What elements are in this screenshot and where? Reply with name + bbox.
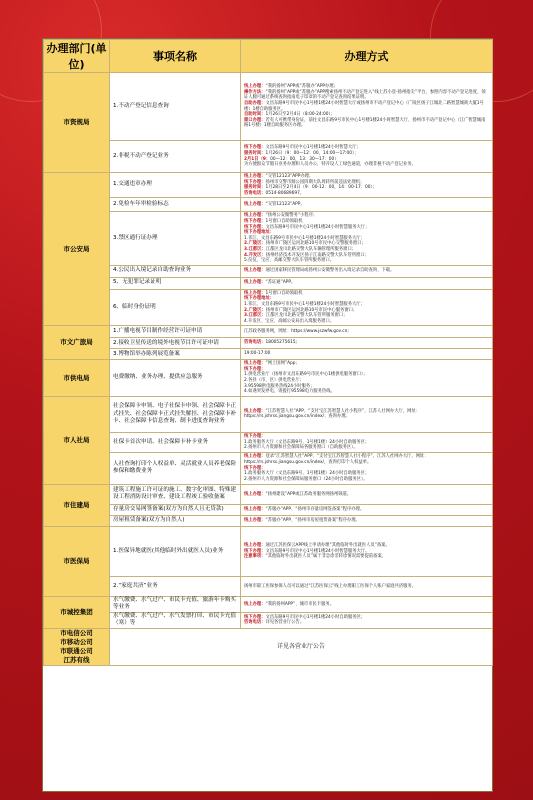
table-row xyxy=(44,141,493,173)
method-label: 线上办理： xyxy=(244,491,266,497)
method-line: 服务时间：1月26日（9：00—12：00，14:00—17:00）； xyxy=(244,150,359,156)
method-cell xyxy=(241,526,493,576)
item-name-cell: 1.医保异地就医(其他临时外出就医人员)业务 xyxy=(110,526,241,576)
item-name-cell: 水气缴费、水气过户、水气发票打印、市民卡充值（寒）等 xyxy=(110,612,241,628)
method-line: 自助办理：文昌东路9号市民中心1号楼1楼24小时智慧大厅或扬州市不动产登记中心（广陵区扬子江城北二路智慧城商大厦1号楼）1楼自助服务区。 xyxy=(244,100,484,112)
method-label: 线下办理： xyxy=(244,179,266,185)
item-name-cell: 房屋租赁备案(双方为自然人) xyxy=(110,515,241,526)
table-row xyxy=(44,326,493,338)
method-line: 2.扬州市人力资源和社会保障局服务窗口（24小时自助服务区）。 xyxy=(244,476,368,482)
table-row xyxy=(44,484,493,504)
method-cell xyxy=(241,277,493,289)
method-cell xyxy=(241,504,493,515)
table-row xyxy=(44,173,493,198)
item-name-cell: 1.交通违章办理 xyxy=(110,173,241,198)
method-cell xyxy=(241,576,493,596)
item-name-cell: 社会保障卡申领、电子社保卡申领、社会保障卡正式挂失、社会保障卡正式挂失解挂、社会保障卡补卡、社会保障卡信息查询、制卡进度查询业务 xyxy=(110,396,241,432)
method-label: 线下办理： xyxy=(244,548,266,554)
table-header-row xyxy=(44,40,493,73)
method-line: 1.邗江、文昌东路9号市民中心1号楼1楼24小时智慧服务大厅； xyxy=(244,235,365,241)
method-line: 线上办理：“网上国网”App； xyxy=(244,361,300,367)
method-line: 线上办理：“扬州公安微警务”小程序； xyxy=(244,213,318,219)
method-line: 线上办理：1号窗口自助领取机 xyxy=(244,290,303,296)
method-label: 线上办理： xyxy=(244,268,266,274)
method-line: 3.95598供电服务热线24小时服务； xyxy=(244,383,315,389)
item-name-cell: 2.非税不动产登记业务 xyxy=(110,141,241,173)
method-cell: 详见各营业厅公告 xyxy=(110,628,493,665)
table-row xyxy=(44,576,493,596)
method-label: 咨询电话： xyxy=(244,620,266,626)
method-cell xyxy=(241,326,493,338)
item-name-cell: 3.博物馆举办陈列展览备案 xyxy=(110,349,241,360)
header-dept: 办理部门(单位) xyxy=(44,40,110,73)
method-cell xyxy=(241,73,493,141)
method-label: 服务时间： xyxy=(244,150,266,156)
item-name-cell: 1.不动产登记信息查询 xyxy=(110,73,241,141)
method-line: 咨询电话：详见各营业厅公告。 xyxy=(244,620,305,626)
method-label: 2.广陵区： xyxy=(244,241,266,247)
method-cell xyxy=(241,396,493,432)
method-line: 1.邗江、文昌东路9号市民中心1号楼1楼24小时智慧服务大厅； xyxy=(244,301,365,307)
method-line: 线下办理：文昌东路9号市民中心1号楼1楼24小时智慧服务大厅。 xyxy=(244,548,370,554)
method-line: 2.扬州市人力资源和社会保障局各服务窗口（自助服务区）。 xyxy=(244,445,358,451)
method-label: 线上办理： xyxy=(244,408,266,414)
method-cell xyxy=(241,212,493,265)
method-cell xyxy=(241,515,493,526)
method-label: 线上办理： xyxy=(244,601,266,607)
header-method: 办理方式 xyxy=(241,40,493,73)
table-row xyxy=(44,432,493,452)
item-name-cell: 2.接收卫星传送的境外电视节目许可证申请 xyxy=(110,338,241,349)
method-label: 线下办理： xyxy=(244,224,266,230)
method-label: 线上办理： xyxy=(244,518,266,524)
method-line: 线上办理：“扬州建设”APP或江苏政务服务网扬州频道。 xyxy=(244,491,352,497)
method-label: 2.广陵区： xyxy=(244,307,266,313)
method-line: 4.开发区、宝应、高邮公安局出入境服务窗口。 xyxy=(244,318,335,324)
table-row xyxy=(44,452,493,484)
method-line: 4.如遇突发停电，请拨打95598电力服务热线。 xyxy=(244,389,335,395)
method-line: 3.江都区：江都区龙川北路交警大队车辆管理所服务窗口； xyxy=(244,246,357,252)
method-line: 线上办理：“我的扬州”APP或“苏服办”APP办理； xyxy=(244,84,338,90)
method-line: 线上办理：通过江苏医保云APP线上申请办理“其他临时外出就医人员”备案。 xyxy=(244,542,390,548)
method-line: 2月1日（9：00—12：00，13：30—17：00） xyxy=(244,156,339,162)
method-label: 自助办理： xyxy=(244,100,266,106)
table-row xyxy=(44,515,493,526)
method-label: 线上办理： xyxy=(244,290,266,296)
method-line: 线上办理：通过国家移民管理局或扬州公安微警务出入境记录自助查询、下载。 xyxy=(244,268,395,274)
dept-cell: 市文广旅局 xyxy=(44,326,110,360)
method-label: 线上办理： xyxy=(244,202,266,208)
method-line: 注意事项：“其他临时外出就医人员”属于非急诊非转诊情况需要提前备案。 xyxy=(244,554,386,560)
table-row xyxy=(44,504,493,515)
method-line: 咨询电话：0514-80689697。 xyxy=(244,190,305,196)
dept-cell: 市医保局 xyxy=(44,526,110,596)
method-label: 窗口办理： xyxy=(244,117,266,123)
method-line: 3.江都区：江都区龙川北路交警大队车管所服务窗口； xyxy=(244,313,348,319)
method-line: 江苏政务服务网，网址：https://www.jszwfw.gov.cn; xyxy=(244,328,349,334)
method-label: 线下办理地址： xyxy=(244,230,275,236)
item-name-cell: 2.免检车年审检验标志 xyxy=(110,198,241,212)
table-row xyxy=(44,265,493,277)
method-line: 线上办理：“江苏智慧人社”APP、“支付宝江苏智慧人社小程序”、江苏人社网办大厅，网址：https://rs.jshrss.jiangsu.gov.cn/index/；查询办理。 xyxy=(244,408,421,420)
dept-cell: 市资规局 xyxy=(44,73,110,173)
service-table-sheet xyxy=(42,38,493,792)
method-line: 线下办理：扬州市交警市源公园四期大队周转所前违法处理机； xyxy=(244,179,365,185)
method-label: 线上办理： xyxy=(244,507,266,513)
method-line: 线上办理：“苏服办”APP、“扬州市房屋租赁备案”程序办理。 xyxy=(244,518,360,524)
method-cell xyxy=(241,141,493,173)
dept-cell: 市人社局 xyxy=(44,396,110,484)
table-row xyxy=(44,526,493,576)
table-row xyxy=(44,73,493,141)
method-line: 咨询电话：18005275615; xyxy=(244,340,298,346)
method-label: 服务时间： xyxy=(244,185,266,191)
method-line: 窗口办理：若有人可携带身份证，前往文昌东路9号市民中心1号楼1楼24小时智慧大厅、扬州市不动产登记中心（江广智慧城南路1号楼）1楼自助服务区办理。 xyxy=(244,117,486,129)
method-cell xyxy=(241,596,493,612)
method-label: 线下办理地址： xyxy=(244,296,275,302)
item-name-cell: 人社查询打印个人权益单、灵活就业人员养老保险参保和缴费业务 xyxy=(110,452,241,484)
method-label: 注意事项： xyxy=(244,554,266,560)
method-line: 2.广陵区：扬州市广陵区运河北路10号市民中心交警服务窗口； xyxy=(244,241,366,247)
item-name-cell: 建筑工程施工许可证的施工、数字化审图、特殊建设工程消防设计审查、建设工程竣工验收备案 xyxy=(110,484,241,504)
method-line: 操作方法：“我的扬州”APP或“苏服办”APP搜索扬州不动产登记进入“线上苏小登-扬州指尖”平台，参照内容不动产登记进度，领证人腿可通过系统查询指南电子印章的不动产登记查询结果证明。 xyxy=(244,89,486,101)
item-name-cell: 3.禁区通行证办理 xyxy=(110,212,241,265)
method-label: 线上办理： xyxy=(244,542,266,548)
table-row xyxy=(44,628,493,665)
table-row xyxy=(44,212,493,265)
item-name-cell: 6、临时身份证明 xyxy=(110,289,241,326)
method-line: 2.广陵区：扬州市广陵区运河北路10号市民中心服务窗口； xyxy=(244,307,358,313)
method-line: 线下办理：文昌东路9号市民中心1号楼1楼24小时智慧服务大厅； xyxy=(244,224,370,230)
table-row xyxy=(44,612,493,628)
method-line: 服务时间：1月28日至2月4日（9：00-12：00，14：00-17：00）； xyxy=(244,185,377,191)
method-line: 1.政务服务大厅（文昌东路9号、1号楼1楼）24小时自助服务区； xyxy=(244,471,370,477)
method-cell xyxy=(241,173,493,198)
method-cell xyxy=(241,484,493,504)
method-line: 线下办理：文昌东路9号市民中心1号楼1楼24小时智慧大厅； xyxy=(244,145,361,151)
table-body xyxy=(44,73,493,666)
method-label: 4.开发区： xyxy=(244,252,266,258)
method-line: 线上办理：“苏服办”APP、“扬州市存量房网签备案”程序办理。 xyxy=(244,507,365,513)
item-name-cell: 1.广播电视节目制作经营许可证申请 xyxy=(110,326,241,338)
item-name-cell: 4.公民出入境记录自助查询业务 xyxy=(110,265,241,277)
dept-cell: 市城控集团 xyxy=(44,596,110,628)
table-row xyxy=(44,289,493,326)
method-label: 线上办理： xyxy=(244,280,266,286)
method-label: 线上办理： xyxy=(244,361,266,367)
table-row xyxy=(44,277,493,289)
table-row xyxy=(44,396,493,432)
method-label: 线上办理： xyxy=(244,454,266,460)
item-name-cell: 电费缴纳、业务办理、提供应急服务 xyxy=(110,360,241,397)
method-label: 线上办理： xyxy=(244,213,266,219)
method-line: 线上办理：登录“江苏智慧人社”APP、“支付宝江苏智慧人社小程序”，江苏人社网办大厅，网址：https://rs.jshrss.jiangsu.gov.cn/index/，查询打印个人权益单。 xyxy=(244,454,429,465)
method-label: 3.江都区： xyxy=(244,246,266,252)
method-cell xyxy=(241,265,493,277)
table-row xyxy=(44,198,493,212)
table-row xyxy=(44,360,493,397)
method-label: 线下办理： xyxy=(244,145,266,151)
method-cell xyxy=(241,198,493,212)
method-cell xyxy=(241,349,493,360)
table-row xyxy=(44,596,493,612)
dept-cell: 市住建局 xyxy=(44,484,110,526)
method-label: 线上办理： xyxy=(244,174,266,179)
method-line: 线上办理：“我的扬州APP”、城市市民卡服务。 xyxy=(244,601,334,607)
method-label: 线上办理： xyxy=(244,84,266,90)
service-table xyxy=(43,39,493,666)
method-label: 咨询电话： xyxy=(244,190,266,196)
table-row xyxy=(44,338,493,349)
header-item: 事项名称 xyxy=(110,40,241,73)
method-label: 线下办理： xyxy=(244,366,266,372)
method-label: 线下办理： xyxy=(244,433,266,439)
method-line: 4.开发区：扬州经济技术开发区扬子江南路交警大队车管所窗口； xyxy=(244,252,369,258)
item-name-cell: 存量房交易网签备案(双方为自然人且无贷款) xyxy=(110,504,241,515)
item-name-cell: 2.“家庭共济”业务 xyxy=(110,576,241,596)
method-label: 3.江都区： xyxy=(244,313,266,319)
item-name-cell: 5、无犯罪记录证明 xyxy=(110,277,241,289)
method-line: 1.供电营业厅（扬州市文昌东路9号市民中心1楼供电服务窗口）； xyxy=(244,372,368,378)
method-cell xyxy=(241,289,493,326)
method-line: 线下办理：1号窗口自助领取机 xyxy=(244,218,303,224)
table-row xyxy=(44,349,493,360)
method-line: 5.仪征、宝应、高邮交警大队车管所服务窗口。 xyxy=(244,258,335,264)
dept-cell: 市公安局 xyxy=(44,173,110,326)
method-label: 线下办理： xyxy=(244,218,266,224)
method-line: 自助时间：1月26日至2月4日（8:00-24:00）； xyxy=(244,112,335,118)
item-name-cell: 水气缴费、水气过户、市民卡充值、旅游年卡购买等业务 xyxy=(110,596,241,612)
method-label: 操作方法： xyxy=(244,89,266,95)
method-line: 19:00-17:00 xyxy=(244,351,271,357)
method-line: 线上办理：“交管12123”APP。 xyxy=(244,202,305,208)
method-label: 咨询电话： xyxy=(244,340,266,346)
method-cell xyxy=(241,612,493,628)
dept-cell: 市供电局 xyxy=(44,360,110,397)
method-label: 线下办理： xyxy=(244,465,266,471)
method-label: 线下办理： xyxy=(244,614,266,620)
item-name-cell: 社保卡首次申请、社会保障卡补卡业务 xyxy=(110,432,241,452)
method-line: 为方便群众节假日业务办理和人员办公，特开设人工绿色通道，办理非税不动产登记业务。 xyxy=(244,162,416,168)
dept-cell: 市电信公司 市移动公司 市联通公司 江苏有线 xyxy=(44,628,110,665)
method-line: 1.政务服务大厅（文昌东路9号、1号楼1楼）24小时自助服务区； xyxy=(244,439,370,445)
method-line: 线下办理：文昌东路9号市民中心1号楼1楼24小时自助服务区； xyxy=(244,614,366,620)
method-label: 2月1日（9： xyxy=(244,156,271,162)
method-cell xyxy=(241,432,493,452)
method-line: 线上办理：“苏证通”APP。 xyxy=(244,280,296,286)
method-label: 自助时间： xyxy=(244,112,266,118)
method-line: 线上办理：“交管12123”APP办理； xyxy=(244,174,314,179)
method-cell xyxy=(241,452,493,484)
method-cell xyxy=(241,338,493,349)
method-line: 2.各县（市、区）供电营业厅； xyxy=(244,378,304,384)
method-line: 扬州市职工医保参保人员可以通过“江苏医保云”线上办理职工医保个人账户家庭共济服务。 xyxy=(244,583,417,589)
method-cell xyxy=(241,360,493,397)
